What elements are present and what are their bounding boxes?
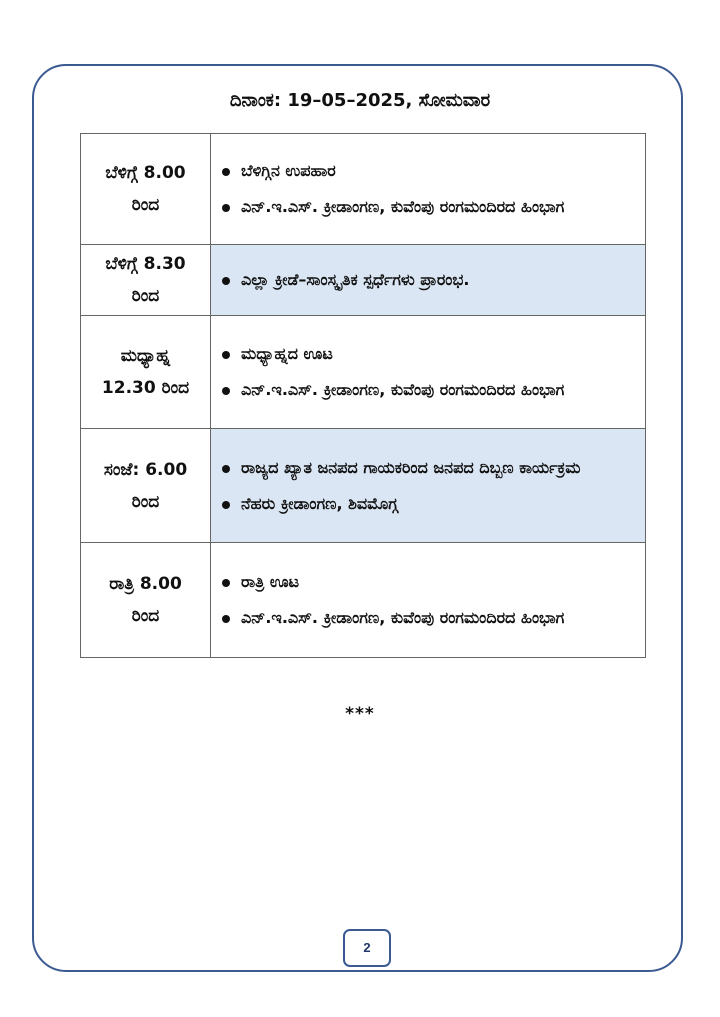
table-row [81, 316, 646, 429]
time-cell [81, 316, 211, 429]
time-cell [81, 429, 211, 543]
table-row [81, 245, 646, 316]
time-line: ಬೆಳಿಗ್ಗೆ 8.00 [105, 163, 186, 183]
list-item: ನೆಹರು ಕ್ರೀಡಾಂಗಣ, ಶಿವಮೊಗ್ಗ [241, 488, 637, 520]
time-line: ರಿಂದ [131, 286, 160, 306]
activity-cell [211, 316, 646, 429]
time-line: ಮಧ್ಯಾಹ್ನ [120, 346, 171, 366]
time-cell [81, 543, 211, 658]
list-item: ಎನ್.ಇ.ಎಸ್. ಕ್ರೀಡಾಂಗಣ, ಕುವೆಂಪು ರಂಗಮಂದಿರದ ಹಿಂಭಾಗ [241, 191, 637, 223]
time-cell [81, 245, 211, 316]
list-item: ರಾಜ್ಯದ ಖ್ಯಾತ ಜನಪದ ಗಾಯಕರಿಂದ ಜನಪದ ದಿಬ್ಬಣ ಕಾರ್ಯಕ್ರಮ [241, 452, 637, 484]
activity-cell [211, 245, 646, 316]
activity-cell [211, 429, 646, 543]
date-heading: ದಿನಾಂಕ: 19–05–2025, ಸೋಮವಾರ [229, 90, 491, 111]
section-separator: *** [345, 704, 375, 724]
time-line: ಬೆಳಿಗ್ಗೆ 8.30 [105, 254, 186, 274]
table-row [81, 134, 646, 245]
schedule-table [80, 133, 646, 658]
activity-cell [211, 134, 646, 245]
list-item: ಎನ್.ಇ.ಎಸ್. ಕ್ರೀಡಾಂಗಣ, ಕುವೆಂಪು ರಂಗಮಂದಿರದ ಹಿಂಭಾಗ [241, 602, 637, 634]
activity-cell [211, 543, 646, 658]
time-line: ರಾತ್ರಿ 8.00 [109, 574, 182, 594]
list-item: ಮಧ್ಯಾಹ್ನದ ಊಟ [241, 338, 637, 370]
table-row [81, 543, 646, 658]
time-line: 12.30 ರಿಂದ [101, 378, 190, 398]
list-item: ರಾತ್ರಿ ಊಟ [241, 566, 637, 598]
list-item: ಎನ್.ಇ.ಎಸ್. ಕ್ರೀಡಾಂಗಣ, ಕುವೆಂಪು ರಂಗಮಂದಿರದ ಹಿಂಭಾಗ [241, 374, 637, 406]
time-line: ರಿಂದ [131, 491, 160, 512]
time-line: ರಿಂದ [131, 195, 160, 215]
time-cell [81, 134, 211, 245]
table-row [81, 429, 646, 543]
time-line: ಸಂಜೆ: 6.00 [103, 459, 188, 480]
list-item: ಬೆಳಿಗ್ಗಿನ ಉಪಹಾರ [241, 155, 637, 187]
list-item: ಎಲ್ಲಾ ಕ್ರೀಡೆ–ಸಾಂಸ್ಕೃತಿಕ ಸ್ಪರ್ಧೆಗಳು ಪ್ರಾರಂಭ. [241, 264, 637, 296]
page-number: 2 [343, 929, 391, 967]
time-line: ರಿಂದ [131, 606, 160, 626]
